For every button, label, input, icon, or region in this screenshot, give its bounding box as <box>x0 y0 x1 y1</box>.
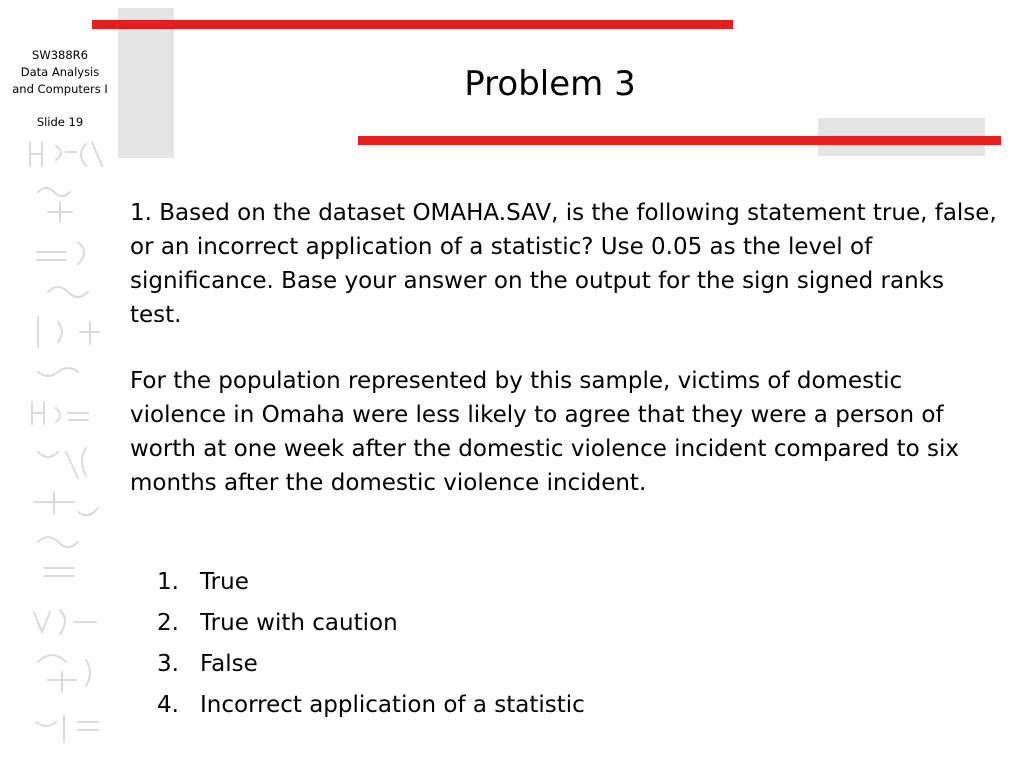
option-item <box>157 685 585 726</box>
statement-text: For the population represented by this sample, victims of domestic violence in Omaha were less likely to agree that they were a person of worth at one week after the domestic violence incident compared to six months after the domestic violence incident. <box>130 368 960 496</box>
option-number: 2. <box>157 610 179 636</box>
question-text: 1. Based on the dataset OMAHA.SAV, is the following statement true, false, or an incorrect application of a statistic? Use 0.05 as the level of significance. Base your answer on the output for the sign signed ranks test. <box>130 200 997 328</box>
course-label <box>4 47 116 98</box>
option-label: True with caution <box>200 610 398 636</box>
formula-watermark-image <box>8 132 118 762</box>
option-label: True <box>200 569 249 595</box>
option-item <box>157 644 585 685</box>
decor-red-top-bar <box>92 20 733 29</box>
slide-content <box>130 196 1000 500</box>
option-label: False <box>200 651 258 677</box>
option-number: 4. <box>157 692 179 718</box>
slide-number: Slide 19 <box>36 115 84 129</box>
option-item <box>157 562 585 603</box>
option-number: 1. <box>157 569 179 595</box>
decor-red-bottom-bar <box>358 136 1001 145</box>
course-code: SW388R6 <box>32 48 88 62</box>
course-name-line1: Data Analysis <box>20 65 100 79</box>
option-label: Incorrect application of a statistic <box>200 692 585 718</box>
course-name-line2: and Computers I <box>12 82 108 96</box>
answer-options <box>157 562 585 726</box>
option-item <box>157 603 585 644</box>
option-number: 3. <box>157 651 179 677</box>
decor-gray-vertical-bar <box>118 8 174 158</box>
slide-title: Problem 3 <box>464 64 636 104</box>
